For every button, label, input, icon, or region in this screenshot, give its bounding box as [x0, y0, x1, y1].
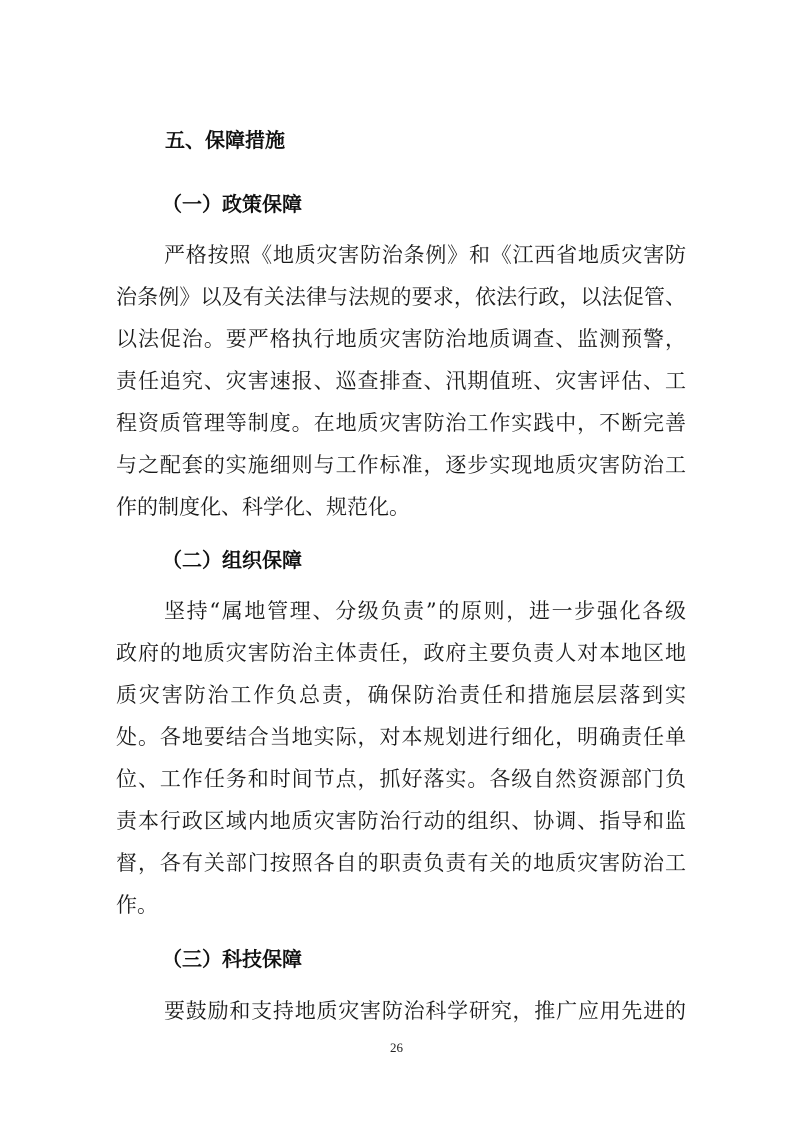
- paragraph-technology: [116, 990, 686, 1032]
- subsection-heading-policy: （一）政策保障: [162, 192, 302, 216]
- paragraph-policy: [116, 234, 686, 528]
- paragraph-organization: [116, 590, 686, 926]
- paragraph-line: 督，各有关部门按照各自的职责负责有关的地质灾害防治工: [116, 851, 686, 875]
- paragraph-line: 位、工作任务和时间节点，抓好落实。各级自然资源部门负: [116, 767, 686, 791]
- section-heading: 五、保障措施: [165, 128, 285, 152]
- paragraph-line: 与之配套的实施细则与工作标准，逐步实现地质灾害防治工: [116, 453, 686, 477]
- paragraph-line: 质灾害防治工作负总责，确保防治责任和措施层层落到实: [116, 683, 686, 707]
- paragraph-line: 政府的地质灾害防治主体责任，政府主要负责人对本地区地: [116, 641, 686, 665]
- paragraph-line: 治条例》以及有关法律与法规的要求，依法行政，以法促管、: [116, 285, 686, 309]
- subsection-heading-technology: （三）科技保障: [162, 947, 302, 971]
- paragraph-line: 严格按照《地质灾害防治条例》和《江西省地质灾害防: [164, 243, 686, 267]
- paragraph-line: 程资质管理等制度。在地质灾害防治工作实践中，不断完善: [116, 411, 686, 435]
- page-number: 26: [390, 1040, 403, 1055]
- paragraph-line: 责任追究、灾害速报、巡查排查、汛期值班、灾害评估、工: [116, 369, 686, 393]
- paragraph-line: 坚持“属地管理、分级负责”的原则，进一步强化各级: [164, 599, 686, 623]
- paragraph-line: 处。各地要结合当地实际，对本规划进行细化，明确责任单: [116, 725, 686, 749]
- paragraph-line: 作。: [116, 893, 158, 917]
- paragraph-line: 作的制度化、科学化、规范化。: [116, 495, 410, 519]
- paragraph-line: 责本行政区域内地质灾害防治行动的组织、协调、指导和监: [116, 809, 686, 833]
- paragraph-line: 要鼓励和支持地质灾害防治科学研究，推广应用先进的: [164, 999, 686, 1023]
- subsection-heading-organization: （二）组织保障: [162, 548, 302, 572]
- paragraph-line: 以法促治。要严格执行地质灾害防治地质调查、监测预警，: [116, 327, 686, 351]
